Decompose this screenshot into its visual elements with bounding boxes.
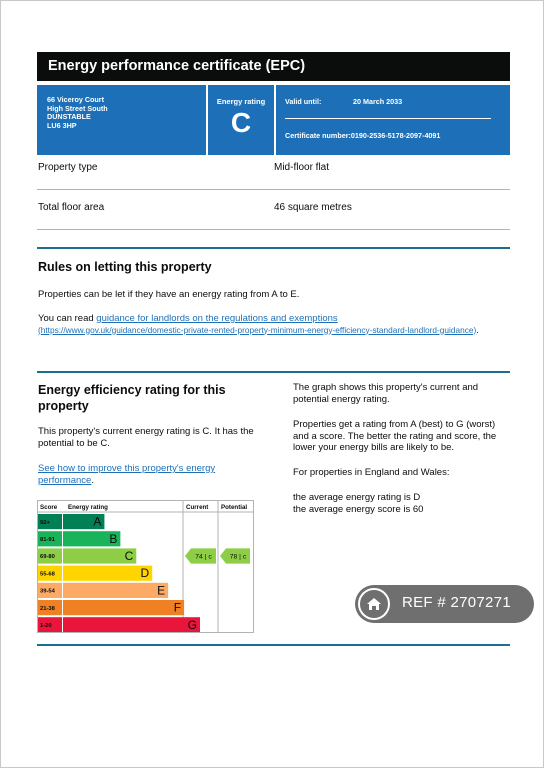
improve-suffix: .: [91, 474, 94, 486]
band-bar-e: [63, 583, 168, 598]
rules-read-prefix: You can read: [38, 313, 97, 324]
efficiency-heading: Energy efficiency rating for this property: [38, 383, 226, 413]
section-divider: [37, 371, 510, 373]
guidance-url-link[interactable]: (https://www.gov.uk/guidance/domestic-private-rented-property-minimum-energy-efficiency-standard-landlord-guidance): [38, 324, 477, 335]
current-rating-label: 74 | c: [195, 553, 212, 561]
band-bar-f: [63, 600, 184, 615]
rating-explanation: Properties get a rating from A (best) to G (worst) and a score. The better the rating and score, the lower your energy bills are likely to be.: [293, 419, 497, 453]
page-title: Energy performance certificate (EPC): [37, 52, 510, 81]
certificate-number: 0190-2536-5178-2097-4091: [350, 131, 441, 140]
divider: [285, 118, 491, 119]
band-letter-a: A: [93, 514, 102, 529]
certificate-number-label: Certificate number:: [285, 131, 351, 140]
band-range-a: 92+: [40, 519, 50, 526]
rules-suffix: .: [476, 324, 479, 336]
address-block: [37, 85, 206, 155]
address-line: DUNSTABLE: [47, 112, 91, 121]
improve-wrapper: [38, 463, 248, 486]
potential-rating-label: 78 | c: [229, 553, 247, 561]
average-score-text: the average energy score is 60: [293, 504, 424, 515]
chart-header-current: Current: [186, 504, 209, 511]
section-divider: [37, 247, 510, 249]
band-range-c: 69-80: [40, 554, 55, 561]
band-bar-g: [63, 617, 200, 632]
certificate-block: [276, 85, 510, 155]
valid-until-date: 20 March 2033: [353, 97, 403, 106]
band-range-f: 21-38: [40, 605, 55, 612]
ref-number: REF # 2707271: [402, 594, 511, 611]
floor-area-row: [37, 202, 510, 230]
property-type-label: Property type: [38, 162, 98, 173]
floor-area-value: 46 square metres: [274, 202, 352, 213]
section-divider: [37, 644, 510, 646]
band-range-b: 81-91: [40, 537, 55, 543]
chart-header-score: Score: [40, 504, 58, 511]
improve-link[interactable]: See how to improve this property's energy performance: [38, 463, 216, 486]
guidance-link[interactable]: guidance for landlords on the regulations and exemptions: [96, 313, 338, 324]
efficiency-current-text: This property's current energy rating is C. It has the potential to be C.: [38, 426, 254, 449]
rules-text: Properties can be let if they have an energy rating from A to E.: [38, 289, 300, 300]
band-bar-d: [63, 566, 152, 581]
energy-rating-value: C: [230, 107, 252, 138]
band-letter-c: C: [124, 549, 134, 563]
rules-heading: Rules on letting this property: [38, 260, 212, 274]
band-range-g: 1-20: [40, 623, 52, 629]
energy-rating-block: [208, 85, 274, 155]
energy-rating-chart: [37, 500, 254, 633]
band-letter-d: D: [140, 566, 150, 581]
band-range-e: 39-54: [40, 588, 55, 595]
band-letter-b: B: [109, 531, 118, 546]
chart-header-rating: Energy rating: [68, 504, 108, 511]
home-icon: [358, 588, 390, 620]
ref-watermark: [355, 585, 534, 623]
graph-explanation: The graph shows this property's current and potential energy rating.: [293, 382, 479, 405]
england-wales-text: For properties in England and Wales:: [293, 467, 450, 478]
certificate-number-row: [285, 131, 440, 140]
band-letter-f: F: [173, 600, 182, 615]
band-letter-e: E: [157, 583, 166, 598]
average-rating-text: the average energy rating is D: [293, 492, 421, 503]
property-type-value: Mid-floor flat: [274, 162, 330, 173]
energy-rating-label: Energy rating: [216, 97, 266, 106]
band-letter-g: G: [187, 617, 197, 632]
chart-header-potential: Potential: [221, 504, 248, 511]
valid-until-label: Valid until:: [285, 97, 322, 106]
address-line: 66 Viceroy Court: [47, 95, 104, 104]
band-range-d: 55-68: [40, 571, 55, 578]
address-line: High Street South: [47, 103, 108, 113]
address-line: LU6 3HP: [47, 120, 77, 130]
floor-area-label: Total floor area: [38, 202, 105, 213]
property-type-row: [37, 162, 510, 190]
rules-guidance: [38, 313, 500, 336]
energy-rating-chart-svg: [38, 501, 253, 632]
